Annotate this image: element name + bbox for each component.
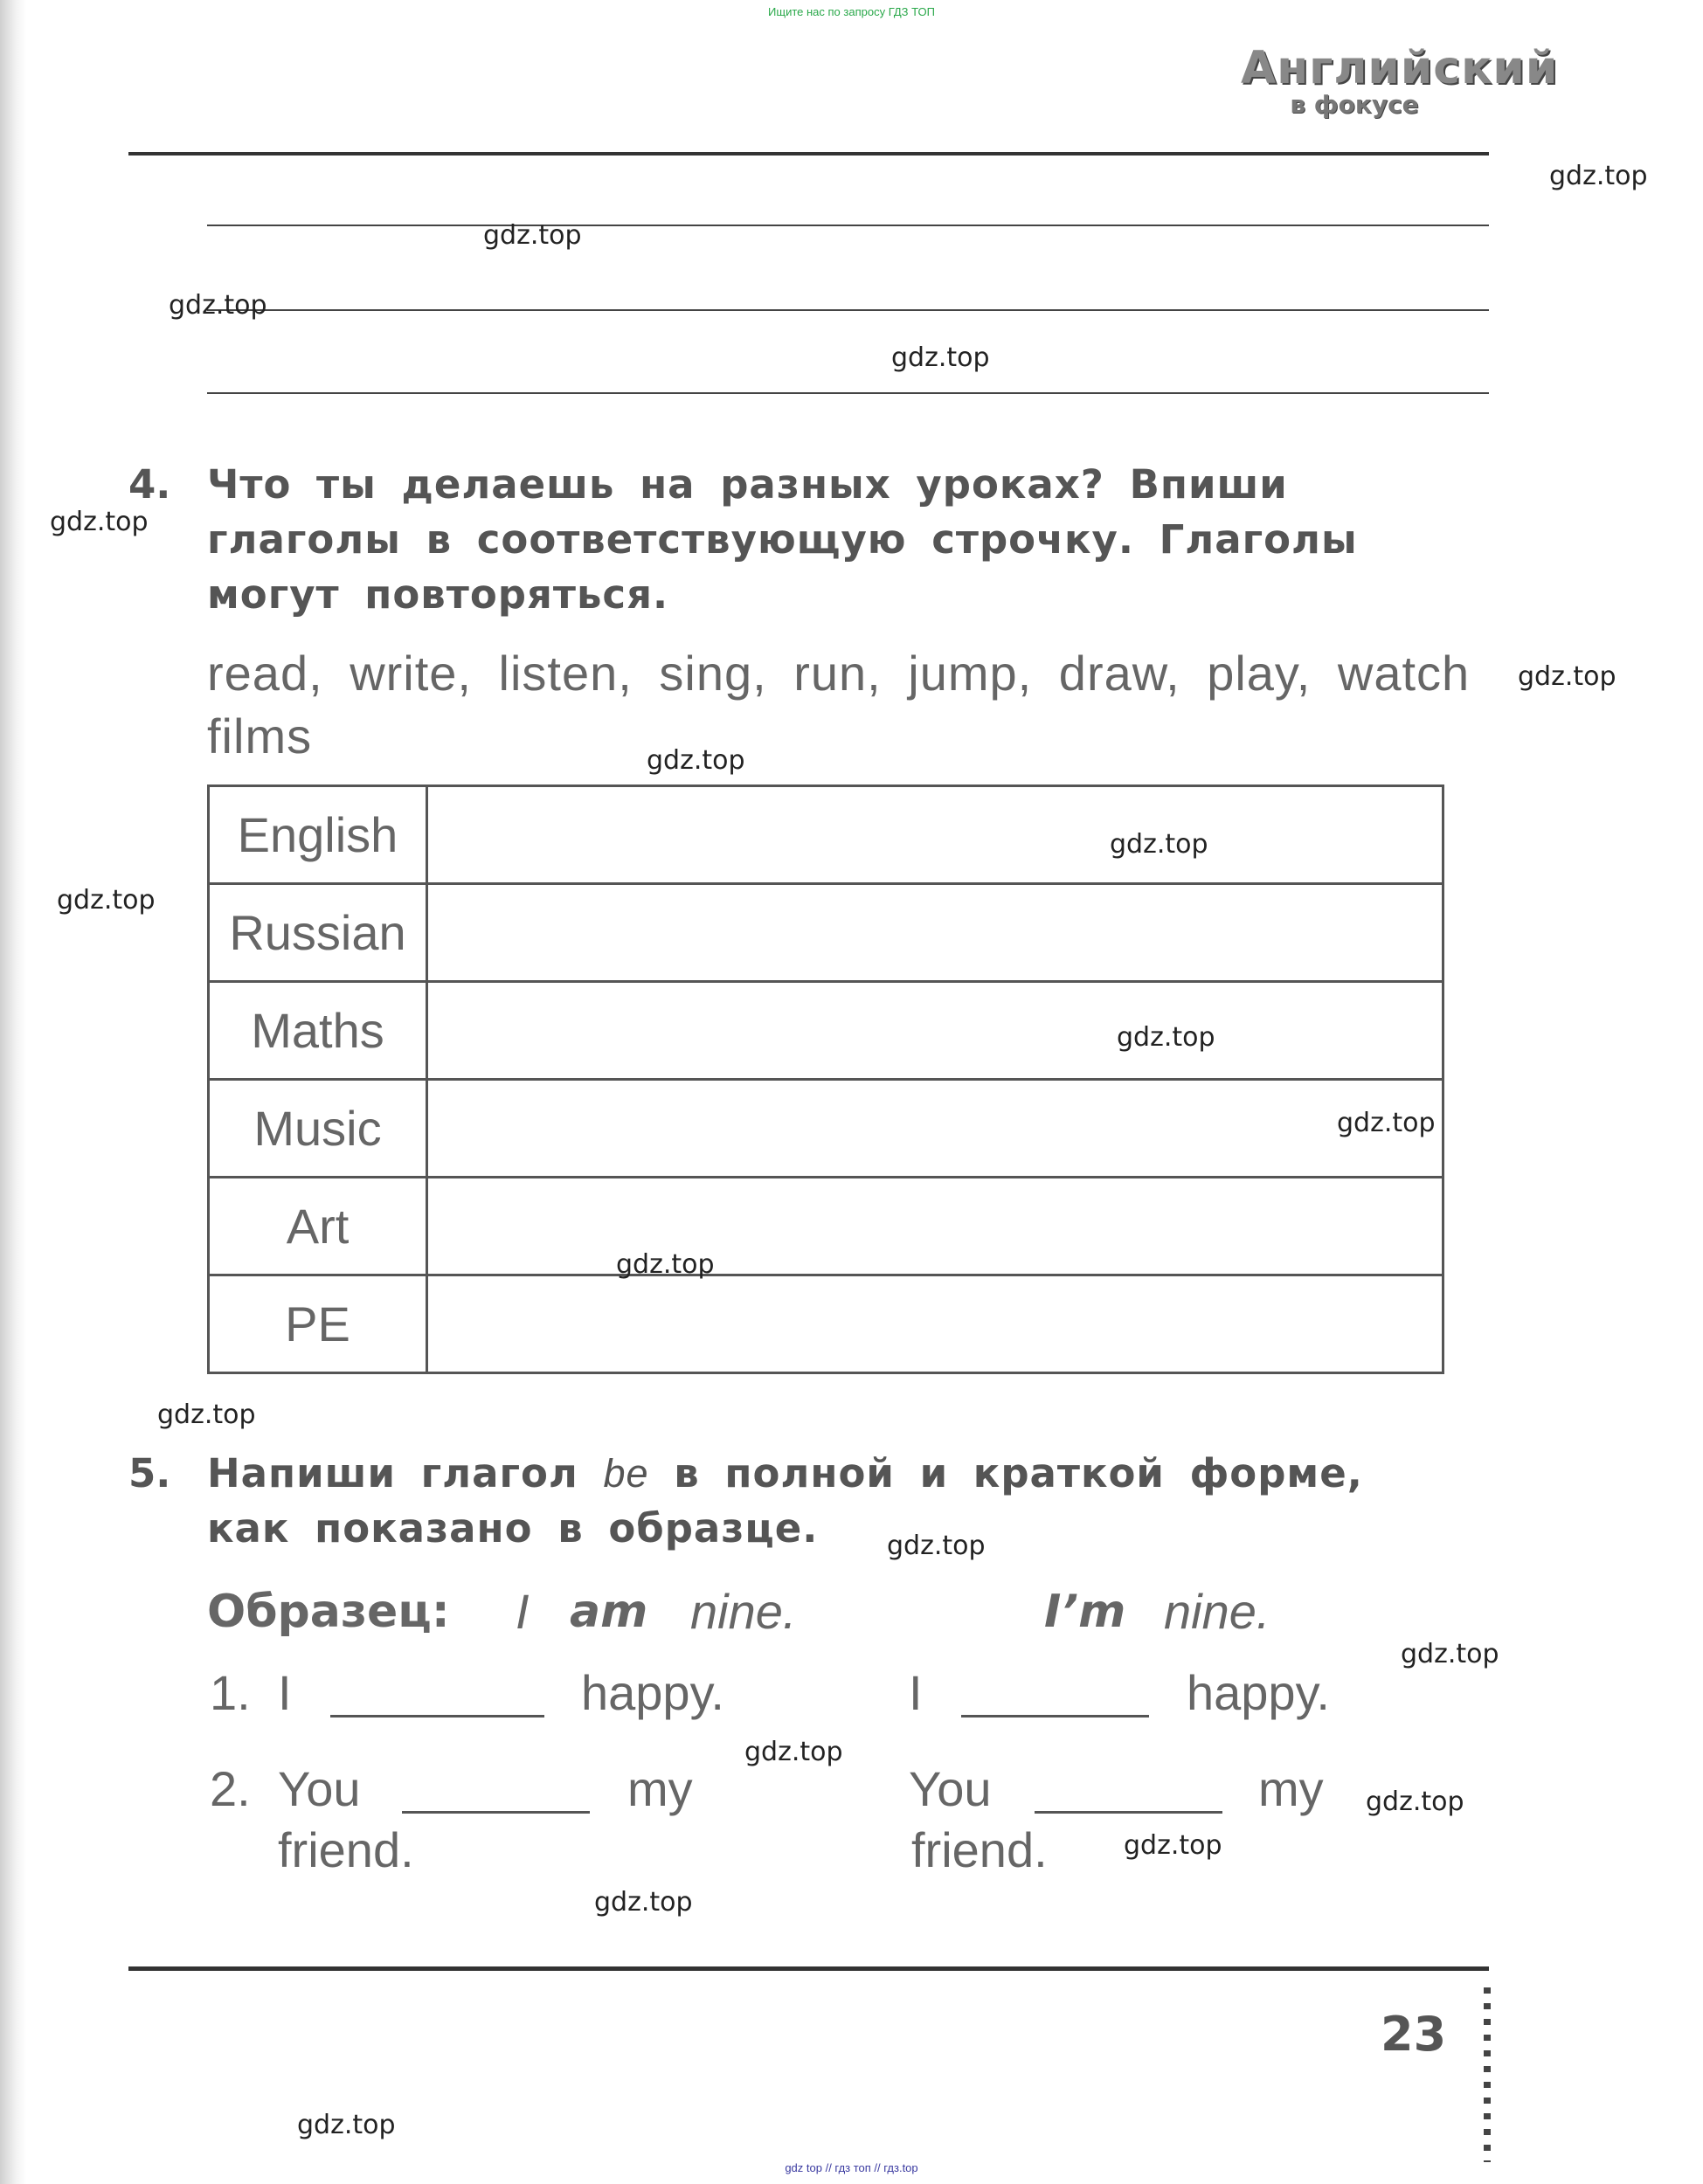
item1-short-subject: I xyxy=(909,1665,923,1720)
page-edge-shadow xyxy=(0,0,26,2184)
task5-number: 5. xyxy=(128,1450,171,1496)
page-number: 23 xyxy=(1381,2007,1447,2062)
watermark: gdz.top xyxy=(891,342,990,373)
watermark: gdz.top xyxy=(887,1531,986,1561)
answer-cell[interactable] xyxy=(427,982,1443,1080)
watermark: gdz.top xyxy=(157,1400,256,1430)
bottom-notice: gdz top // гдз топ // гдз.top xyxy=(785,2161,918,2174)
item2-subject: You xyxy=(278,1761,361,1816)
task4-verbs: read, write, listen, sing, run, jump, draw, play, watch films xyxy=(207,646,1471,764)
subject-cell: Music xyxy=(209,1080,427,1178)
table-row xyxy=(209,1275,1443,1373)
item1-short-rest: happy. xyxy=(1187,1665,1330,1720)
item2-number: 2. xyxy=(210,1761,251,1816)
subject-cell: Maths xyxy=(209,982,427,1080)
table-row xyxy=(209,786,1443,884)
table-row xyxy=(209,982,1443,1080)
task5-instruction-part2: в полной и краткой форме, как показано в образце. xyxy=(207,1450,1363,1552)
watermark: gdz.top xyxy=(169,290,267,321)
subject-cell: English xyxy=(209,786,427,884)
subjects-table xyxy=(207,784,1444,1374)
watermark: gdz.top xyxy=(616,1249,715,1280)
top-notice: Ищите нас по запросу ГДЗ ТОП xyxy=(768,5,935,18)
logo-subtitle: в фокусе xyxy=(1290,90,1419,119)
watermark: gdz.top xyxy=(1117,1022,1215,1053)
header-rule xyxy=(128,152,1489,156)
subject-cell: Russian xyxy=(209,884,427,982)
sample-full-pronoun: I xyxy=(516,1584,530,1639)
table-row xyxy=(209,884,1443,982)
answer-cell[interactable] xyxy=(427,884,1443,982)
watermark: gdz.top xyxy=(744,1737,843,1767)
item1-rest: happy. xyxy=(581,1665,724,1720)
watermark: gdz.top xyxy=(1518,661,1616,692)
sample-full-rest: nine. xyxy=(690,1584,797,1639)
table-row xyxy=(209,1178,1443,1275)
watermark: gdz.top xyxy=(1110,829,1208,860)
answer-cell[interactable] xyxy=(427,1080,1443,1178)
table-row xyxy=(209,1080,1443,1178)
item2-short-cont: friend. xyxy=(911,1822,1048,1877)
answer-cell[interactable] xyxy=(427,786,1443,884)
watermark: gdz.top xyxy=(594,1887,693,1918)
answer-cell[interactable] xyxy=(427,1178,1443,1275)
sample-short-rest: nine. xyxy=(1164,1584,1270,1639)
task5-instruction xyxy=(207,1446,1465,1556)
watermark: gdz.top xyxy=(1366,1787,1464,1817)
subject-cell: Art xyxy=(209,1178,427,1275)
item2-cont: friend. xyxy=(278,1822,414,1877)
watermark: gdz.top xyxy=(1401,1639,1499,1669)
watermark: gdz.top xyxy=(1337,1108,1436,1138)
item2-rest: my xyxy=(627,1761,693,1816)
answer-cell[interactable] xyxy=(427,1275,1443,1373)
logo xyxy=(1241,42,1559,119)
sample-full-verb: am xyxy=(570,1586,648,1638)
footer-rule xyxy=(128,1966,1489,1971)
watermark: gdz.top xyxy=(1124,1830,1222,1861)
item1-number: 1. xyxy=(210,1665,251,1720)
watermark: gdz.top xyxy=(483,220,582,251)
item1-short-blank[interactable] xyxy=(961,1706,1149,1717)
item2-short-subject: You xyxy=(909,1761,992,1816)
task4-instruction: Что ты делаешь на разных уроках? Впиши глаголы в соответствующую строчку. Глаголы могут повторяться. xyxy=(207,461,1358,618)
writing-line-2 xyxy=(207,309,1489,311)
watermark: gdz.top xyxy=(57,885,156,916)
item1-full-blank[interactable] xyxy=(330,1706,544,1717)
watermark: gdz.top xyxy=(50,507,149,537)
task5-instruction-part1: Напиши глагол xyxy=(207,1450,578,1496)
task5-instruction-verb: be xyxy=(603,1451,649,1496)
subject-cell: PE xyxy=(209,1275,427,1373)
writing-line-3 xyxy=(207,392,1489,394)
watermark: gdz.top xyxy=(1549,161,1648,191)
item1-subject: I xyxy=(278,1665,292,1720)
watermark: gdz.top xyxy=(297,2110,396,2140)
item2-short-blank[interactable] xyxy=(1035,1802,1222,1814)
item2-short-rest: my xyxy=(1258,1761,1324,1816)
logo-title: Английский xyxy=(1241,42,1559,94)
sample-short-form: I’m xyxy=(1044,1586,1126,1638)
writing-line-1 xyxy=(207,225,1489,226)
watermark: gdz.top xyxy=(647,745,745,776)
dotted-edge xyxy=(1484,1987,1491,2162)
sample-label: Образец: xyxy=(207,1586,450,1638)
task4-number: 4. xyxy=(128,461,171,508)
item2-full-blank[interactable] xyxy=(402,1802,590,1814)
